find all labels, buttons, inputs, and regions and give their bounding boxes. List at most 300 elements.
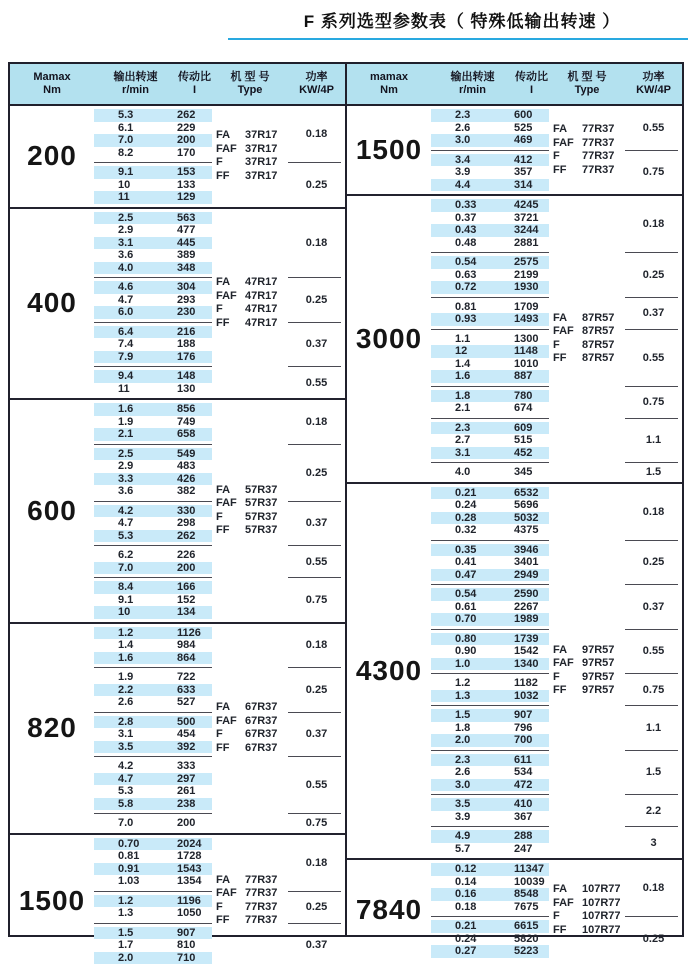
ratio-value: 130	[177, 383, 212, 395]
type-row	[553, 657, 614, 671]
table-row	[94, 838, 212, 851]
table-row	[94, 338, 212, 351]
power-value: 0.75	[625, 154, 682, 192]
type-prefix: F	[216, 303, 245, 317]
type-column-spacer	[549, 709, 625, 747]
header-torque	[347, 64, 431, 104]
header-ratio	[177, 64, 212, 104]
table-row	[431, 722, 549, 735]
divider-line	[625, 916, 678, 917]
divider-line	[431, 826, 549, 827]
output-speed-value: 4.6	[94, 281, 177, 293]
ratio-value: 230	[177, 306, 212, 318]
speed-ratio-rows	[94, 838, 212, 888]
ratio-value: 392	[177, 741, 212, 753]
power-value: 0.18	[288, 403, 345, 441]
divider-line	[431, 629, 549, 630]
header-label: mamax	[370, 71, 408, 84]
torque-group	[347, 106, 682, 194]
table-row	[94, 473, 212, 486]
divider-line	[431, 794, 549, 795]
table-row	[94, 850, 212, 863]
ratio-value: 261	[177, 785, 212, 797]
type-list	[553, 883, 621, 937]
table-row	[431, 109, 549, 122]
type-row	[216, 728, 277, 742]
table-row	[94, 716, 212, 729]
ratio-value: 454	[177, 728, 212, 740]
type-prefix: FA	[553, 123, 582, 137]
type-column-spacer	[549, 390, 625, 415]
table-row	[94, 684, 212, 697]
power-value: 1.5	[625, 466, 682, 479]
type-row	[216, 887, 277, 901]
type-prefix: FF	[553, 352, 582, 366]
output-speed-value: 5.7	[431, 843, 514, 855]
power-value: 0.55	[288, 549, 345, 574]
output-speed-value: 2.9	[94, 224, 177, 236]
power-block	[431, 709, 682, 747]
header-ratio	[514, 64, 549, 104]
output-speed-value: 0.61	[431, 601, 514, 613]
divider-line	[288, 577, 341, 578]
header-unit: r/min	[122, 84, 149, 97]
speed-ratio-rows	[431, 633, 549, 671]
block-divider	[431, 415, 682, 422]
table-row	[431, 524, 549, 537]
divider-line	[625, 297, 678, 298]
ratio-value: 262	[177, 530, 212, 542]
ratio-value: 700	[514, 734, 549, 746]
ratio-value: 445	[177, 237, 212, 249]
ratio-value: 170	[177, 147, 212, 159]
type-model: 77R37	[245, 887, 277, 901]
type-prefix: FAF	[553, 897, 582, 911]
speed-ratio-rows	[94, 716, 212, 754]
type-prefix: FA	[553, 312, 582, 326]
divider-line	[625, 150, 678, 151]
power-value: 0.25	[625, 544, 682, 582]
output-speed-value: 8.4	[94, 581, 177, 593]
table-row	[94, 517, 212, 530]
type-column-spacer	[549, 754, 625, 792]
divider-line	[625, 705, 678, 706]
table-row	[431, 256, 549, 269]
table-row	[431, 358, 549, 371]
power-value: 0.55	[625, 633, 682, 671]
table-row	[94, 907, 212, 920]
table-row	[431, 434, 549, 447]
table-row	[94, 122, 212, 135]
power-value: 1.1	[625, 709, 682, 747]
type-prefix: FF	[216, 170, 245, 184]
speed-ratio-rows	[94, 627, 212, 665]
type-row	[553, 352, 614, 366]
power-value: 0.18	[625, 487, 682, 537]
type-prefix: F	[553, 671, 582, 685]
output-speed-value: 7.9	[94, 351, 177, 363]
power-block	[431, 466, 682, 479]
header-label: 功率	[643, 71, 665, 84]
table-row	[431, 876, 549, 889]
table-row	[431, 645, 549, 658]
table-row	[94, 863, 212, 876]
torque-group	[347, 482, 682, 859]
table-row	[94, 212, 212, 225]
output-speed-value: 4.9	[431, 830, 514, 842]
speed-ratio-rows	[431, 301, 549, 326]
torque-value: 600	[10, 402, 94, 620]
ratio-value: 367	[514, 811, 549, 823]
ratio-value: 7675	[514, 901, 549, 913]
type-row	[216, 317, 277, 331]
type-prefix: FF	[216, 742, 245, 756]
divider-line	[288, 277, 341, 278]
ratio-value: 10039	[514, 876, 549, 888]
type-row	[216, 914, 277, 928]
output-speed-value: 4.0	[431, 466, 514, 478]
type-column-spacer	[549, 199, 625, 249]
divider-line	[94, 891, 212, 892]
type-row	[553, 644, 614, 658]
table-row	[431, 313, 549, 326]
speed-ratio-rows	[431, 677, 549, 702]
power-value: 3	[625, 830, 682, 855]
power-block	[431, 830, 682, 855]
type-prefix: FAF	[553, 657, 582, 671]
power-value: 0.25	[288, 166, 345, 204]
output-speed-value: 2.6	[94, 696, 177, 708]
divider-line	[288, 162, 341, 163]
divider-line	[625, 584, 678, 585]
ratio-value: 11347	[514, 863, 549, 875]
type-model: 97R57	[582, 644, 614, 658]
speed-ratio-rows	[431, 544, 549, 582]
output-speed-value: 2.0	[94, 952, 177, 964]
type-model: 37R17	[245, 129, 277, 143]
type-prefix: FF	[553, 684, 582, 698]
type-column-spacer	[212, 927, 288, 965]
power-block	[431, 422, 682, 460]
block-divider	[431, 747, 682, 754]
table-row	[94, 306, 212, 319]
divider-line	[625, 750, 678, 751]
ratio-value: 3946	[514, 544, 549, 556]
type-row	[216, 901, 277, 915]
torque-group	[10, 106, 345, 207]
type-column-spacer	[212, 627, 288, 665]
divider-line	[288, 712, 341, 713]
output-speed-value: 3.5	[431, 798, 514, 810]
table-row	[431, 179, 549, 192]
type-model: 47R17	[245, 290, 277, 304]
table-row	[431, 269, 549, 282]
ratio-value: 5032	[514, 512, 549, 524]
header-unit: KW/4P	[636, 84, 671, 97]
ratio-value: 389	[177, 249, 212, 261]
type-row	[553, 924, 621, 938]
table-row	[94, 460, 212, 473]
divider-line	[288, 891, 341, 892]
output-speed-value: 0.27	[431, 945, 514, 957]
ratio-value: 6615	[514, 920, 549, 932]
type-list	[216, 701, 277, 755]
torque-value: 820	[10, 626, 94, 831]
ratio-value: 188	[177, 338, 212, 350]
ratio-value: 1126	[177, 627, 212, 639]
table-row	[431, 569, 549, 582]
output-speed-value: 7.0	[94, 562, 177, 574]
ratio-value: 129	[177, 191, 212, 203]
torque-group	[10, 398, 345, 622]
type-column-spacer	[549, 256, 625, 294]
ratio-value: 1340	[514, 658, 549, 670]
output-speed-value: 0.72	[431, 281, 514, 293]
type-column-spacer	[212, 549, 288, 574]
ratio-value: 2199	[514, 269, 549, 281]
divider-line	[625, 826, 678, 827]
type-list	[216, 874, 277, 928]
power-block	[431, 544, 682, 582]
table-row	[94, 249, 212, 262]
type-model: 67R37	[245, 728, 277, 742]
ratio-value: 152	[177, 594, 212, 606]
speed-ratio-rows	[431, 863, 549, 913]
table-row	[94, 448, 212, 461]
type-model: 37R17	[245, 143, 277, 157]
output-speed-value: 0.21	[431, 487, 514, 499]
table-row	[431, 830, 549, 843]
output-speed-value: 2.2	[94, 684, 177, 696]
output-speed-value: 1.3	[431, 690, 514, 702]
ratio-value: 134	[177, 606, 212, 618]
output-speed-value: 0.33	[431, 199, 514, 211]
header-unit: Nm	[43, 84, 61, 97]
table-row	[94, 109, 212, 122]
output-speed-value: 2.3	[431, 109, 514, 121]
table-row	[431, 798, 549, 811]
ratio-value: 6532	[514, 487, 549, 499]
table-row	[431, 122, 549, 135]
table-row	[94, 179, 212, 192]
ratio-value: 5820	[514, 933, 549, 945]
table-row	[431, 447, 549, 460]
table-row	[431, 402, 549, 415]
table-row	[431, 134, 549, 147]
ratio-value: 907	[514, 709, 549, 721]
output-speed-value: 0.32	[431, 524, 514, 536]
table-row	[94, 627, 212, 640]
table-row	[94, 134, 212, 147]
power-block	[94, 581, 345, 619]
output-speed-value: 4.0	[94, 262, 177, 274]
ratio-value: 5223	[514, 945, 549, 957]
table-row	[431, 888, 549, 901]
divider-line	[288, 667, 341, 668]
output-speed-value: 0.90	[431, 645, 514, 657]
type-model: 67R37	[245, 701, 277, 715]
ratio-value: 2949	[514, 569, 549, 581]
type-model: 107R77	[582, 883, 621, 897]
block-divider	[431, 249, 682, 256]
type-list	[553, 644, 614, 698]
output-speed-value: 1.5	[94, 927, 177, 939]
type-model: 77R37	[245, 901, 277, 915]
ratio-value: 1032	[514, 690, 549, 702]
ratio-value: 229	[177, 122, 212, 134]
output-speed-value: 3.9	[431, 811, 514, 823]
table-row	[431, 390, 549, 403]
ratio-value: 200	[177, 817, 212, 829]
table-row	[94, 728, 212, 741]
table-row	[431, 281, 549, 294]
power-value: 0.37	[288, 326, 345, 364]
output-speed-value: 2.3	[431, 754, 514, 766]
speed-ratio-rows	[94, 895, 212, 920]
divider-line	[288, 322, 341, 323]
table-row	[94, 639, 212, 652]
type-row	[216, 524, 277, 538]
divider-line	[94, 756, 212, 757]
block-divider	[431, 294, 682, 301]
output-speed-value: 1.2	[431, 677, 514, 689]
ratio-value: 216	[177, 326, 212, 338]
ratio-value: 176	[177, 351, 212, 363]
output-speed-value: 0.48	[431, 237, 514, 249]
divider-line	[94, 444, 212, 445]
torque-group	[10, 622, 345, 833]
output-speed-value: 0.81	[431, 301, 514, 313]
torque-value: 1500	[10, 837, 94, 966]
power-value: 0.55	[288, 760, 345, 810]
type-prefix: FF	[216, 317, 245, 331]
block-divider	[431, 791, 682, 798]
output-speed-value: 12	[431, 345, 514, 357]
type-column-spacer	[549, 830, 625, 855]
power-value: 0.37	[625, 588, 682, 626]
speed-ratio-rows	[431, 487, 549, 537]
speed-ratio-rows	[431, 422, 549, 460]
table-header-left	[10, 64, 345, 106]
divider-line	[431, 329, 549, 330]
speed-ratio-rows	[431, 466, 549, 479]
table-row	[431, 333, 549, 346]
output-speed-value: 10	[94, 606, 177, 618]
ratio-value: 710	[177, 952, 212, 964]
header-label: 功率	[306, 71, 328, 84]
divider-line	[625, 540, 678, 541]
table-row	[431, 154, 549, 167]
header-label: 输出转速	[451, 71, 495, 84]
table-row	[94, 505, 212, 518]
output-speed-value: 3.0	[431, 779, 514, 791]
table-row	[431, 345, 549, 358]
output-speed-value: 3.1	[431, 447, 514, 459]
output-speed-value: 0.12	[431, 863, 514, 875]
power-value: 0.18	[288, 212, 345, 275]
ratio-value: 345	[514, 466, 549, 478]
power-value: 0.75	[625, 677, 682, 702]
ratio-value: 469	[514, 134, 549, 146]
type-prefix: FAF	[216, 715, 245, 729]
speed-ratio-rows	[94, 281, 212, 319]
output-speed-value: 5.3	[94, 530, 177, 542]
ratio-value: 1354	[177, 875, 212, 887]
header-unit: r/min	[459, 84, 486, 97]
table-row	[431, 301, 549, 314]
torque-group	[10, 833, 345, 967]
power-block	[94, 627, 345, 665]
divider-line	[625, 252, 678, 253]
type-prefix: FA	[553, 644, 582, 658]
type-row	[216, 276, 277, 290]
speed-ratio-rows	[431, 709, 549, 747]
type-row	[216, 290, 277, 304]
power-value: 0.37	[625, 301, 682, 326]
ratio-value: 238	[177, 798, 212, 810]
type-row	[216, 484, 277, 498]
header-unit: Nm	[380, 84, 398, 97]
power-value: 0.25	[288, 895, 345, 920]
type-row	[216, 156, 277, 170]
type-list	[553, 312, 614, 366]
output-speed-value: 2.6	[431, 766, 514, 778]
ratio-value: 348	[177, 262, 212, 274]
output-speed-value: 2.1	[431, 402, 514, 414]
divider-line	[625, 329, 678, 330]
ratio-value: 330	[177, 505, 212, 517]
output-speed-value: 0.16	[431, 888, 514, 900]
output-speed-value: 0.70	[431, 613, 514, 625]
table-row	[431, 677, 549, 690]
table-row	[94, 237, 212, 250]
table-row	[431, 920, 549, 933]
block-divider	[431, 823, 682, 830]
ratio-value: 749	[177, 416, 212, 428]
type-model: 67R37	[245, 715, 277, 729]
type-column-spacer	[212, 212, 288, 275]
ratio-value: 2575	[514, 256, 549, 268]
divider-line	[94, 712, 212, 713]
power-value: 1.5	[625, 754, 682, 792]
ratio-value: 200	[177, 562, 212, 574]
power-block	[94, 370, 345, 395]
power-value: 0.55	[625, 333, 682, 383]
ratio-value: 426	[177, 473, 212, 485]
table-row	[94, 875, 212, 888]
output-speed-value: 3.3	[94, 473, 177, 485]
output-speed-value: 1.2	[94, 895, 177, 907]
ratio-value: 247	[514, 843, 549, 855]
ratio-value: 2881	[514, 237, 549, 249]
power-value: 0.37	[288, 716, 345, 754]
table-body-right	[347, 106, 682, 935]
output-speed-value: 9.1	[94, 594, 177, 606]
output-speed-value: 9.1	[94, 166, 177, 178]
table-row	[94, 294, 212, 307]
output-speed-value: 9.4	[94, 370, 177, 382]
table-row	[431, 945, 549, 958]
type-row	[553, 312, 614, 326]
power-block	[431, 588, 682, 626]
speed-ratio-rows	[94, 817, 212, 830]
divider-line	[431, 252, 549, 253]
type-list	[216, 276, 277, 330]
output-speed-value: 0.80	[431, 633, 514, 645]
speed-ratio-rows	[94, 370, 212, 395]
divider-line	[625, 418, 678, 419]
power-block	[431, 798, 682, 823]
